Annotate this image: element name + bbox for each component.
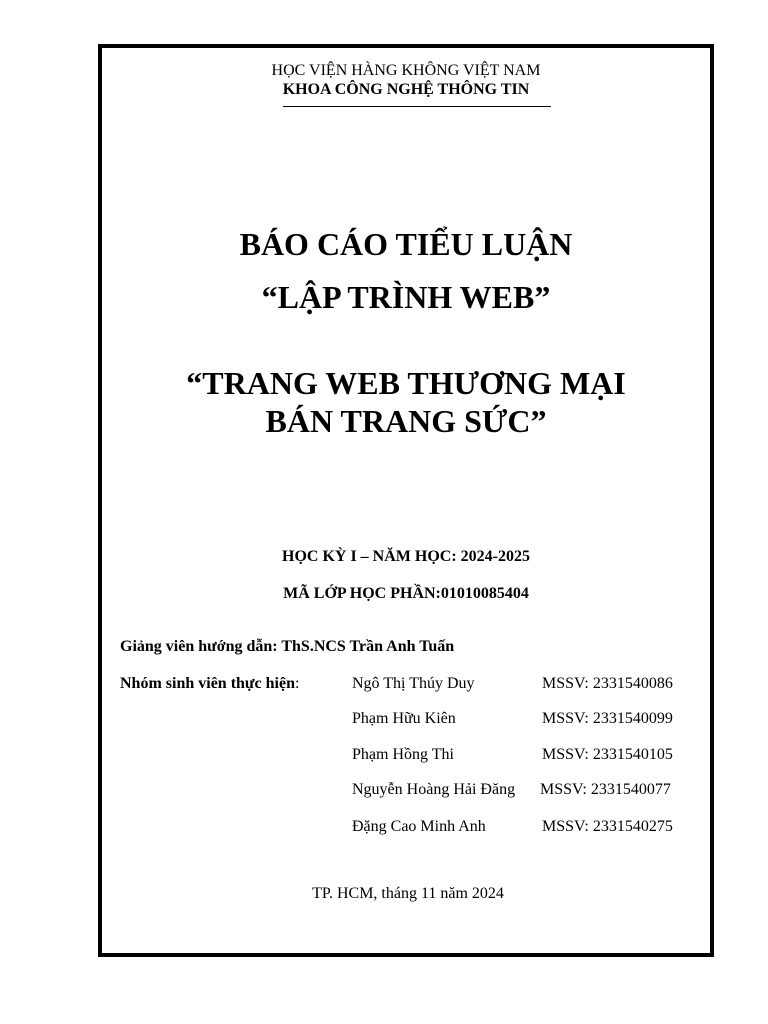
report-title-line-2: “LẬP TRÌNH WEB” — [261, 279, 551, 315]
place-and-date: TP. HCM, tháng 11 năm 2024 — [312, 885, 504, 902]
member-mssv: MSSV: 2331540275 — [542, 818, 673, 835]
group-label — [120, 675, 299, 693]
semester-info: HỌC KỲ I – NĂM HỌC: 2024-2025 — [282, 548, 530, 565]
member-name: Đặng Cao Minh Anh — [352, 818, 486, 835]
header-divider — [283, 106, 551, 107]
topic-title-line-2: BÁN TRANG SỨC” — [265, 403, 547, 439]
group-label-text: Nhóm sinh viên thực hiện — [120, 675, 295, 692]
member-name: Phạm Hữu Kiên — [352, 710, 456, 727]
instructor-line — [120, 638, 454, 656]
instructor-name: ThS.NCS Trần Anh Tuấn — [281, 638, 455, 655]
member-name: Nguyễn Hoàng Hải Đăng — [352, 781, 516, 798]
group-label-colon: : — [294, 675, 300, 692]
member-mssv: MSSV: 2331540077 — [540, 781, 671, 798]
institution-name: HỌC VIỆN HÀNG KHÔNG VIỆT NAM — [271, 62, 541, 79]
report-title-line-1: BÁO CÁO TIỂU LUẬN — [239, 226, 573, 262]
faculty-name: KHOA CÔNG NGHỆ THÔNG TIN — [282, 81, 530, 98]
member-mssv: MSSV: 2331540099 — [542, 710, 673, 727]
instructor-label: Giảng viên hướng dẫn: — [120, 638, 278, 655]
member-mssv: MSSV: 2331540105 — [542, 746, 673, 763]
class-code: MÃ LỚP HỌC PHẦN:01010085404 — [283, 585, 529, 602]
member-mssv: MSSV: 2331540086 — [542, 675, 673, 692]
topic-title-line-1: “TRANG WEB THƯƠNG MẠI — [186, 365, 626, 401]
member-name: Ngô Thị Thúy Duy — [352, 675, 475, 692]
member-name: Phạm Hồng Thi — [352, 746, 454, 763]
